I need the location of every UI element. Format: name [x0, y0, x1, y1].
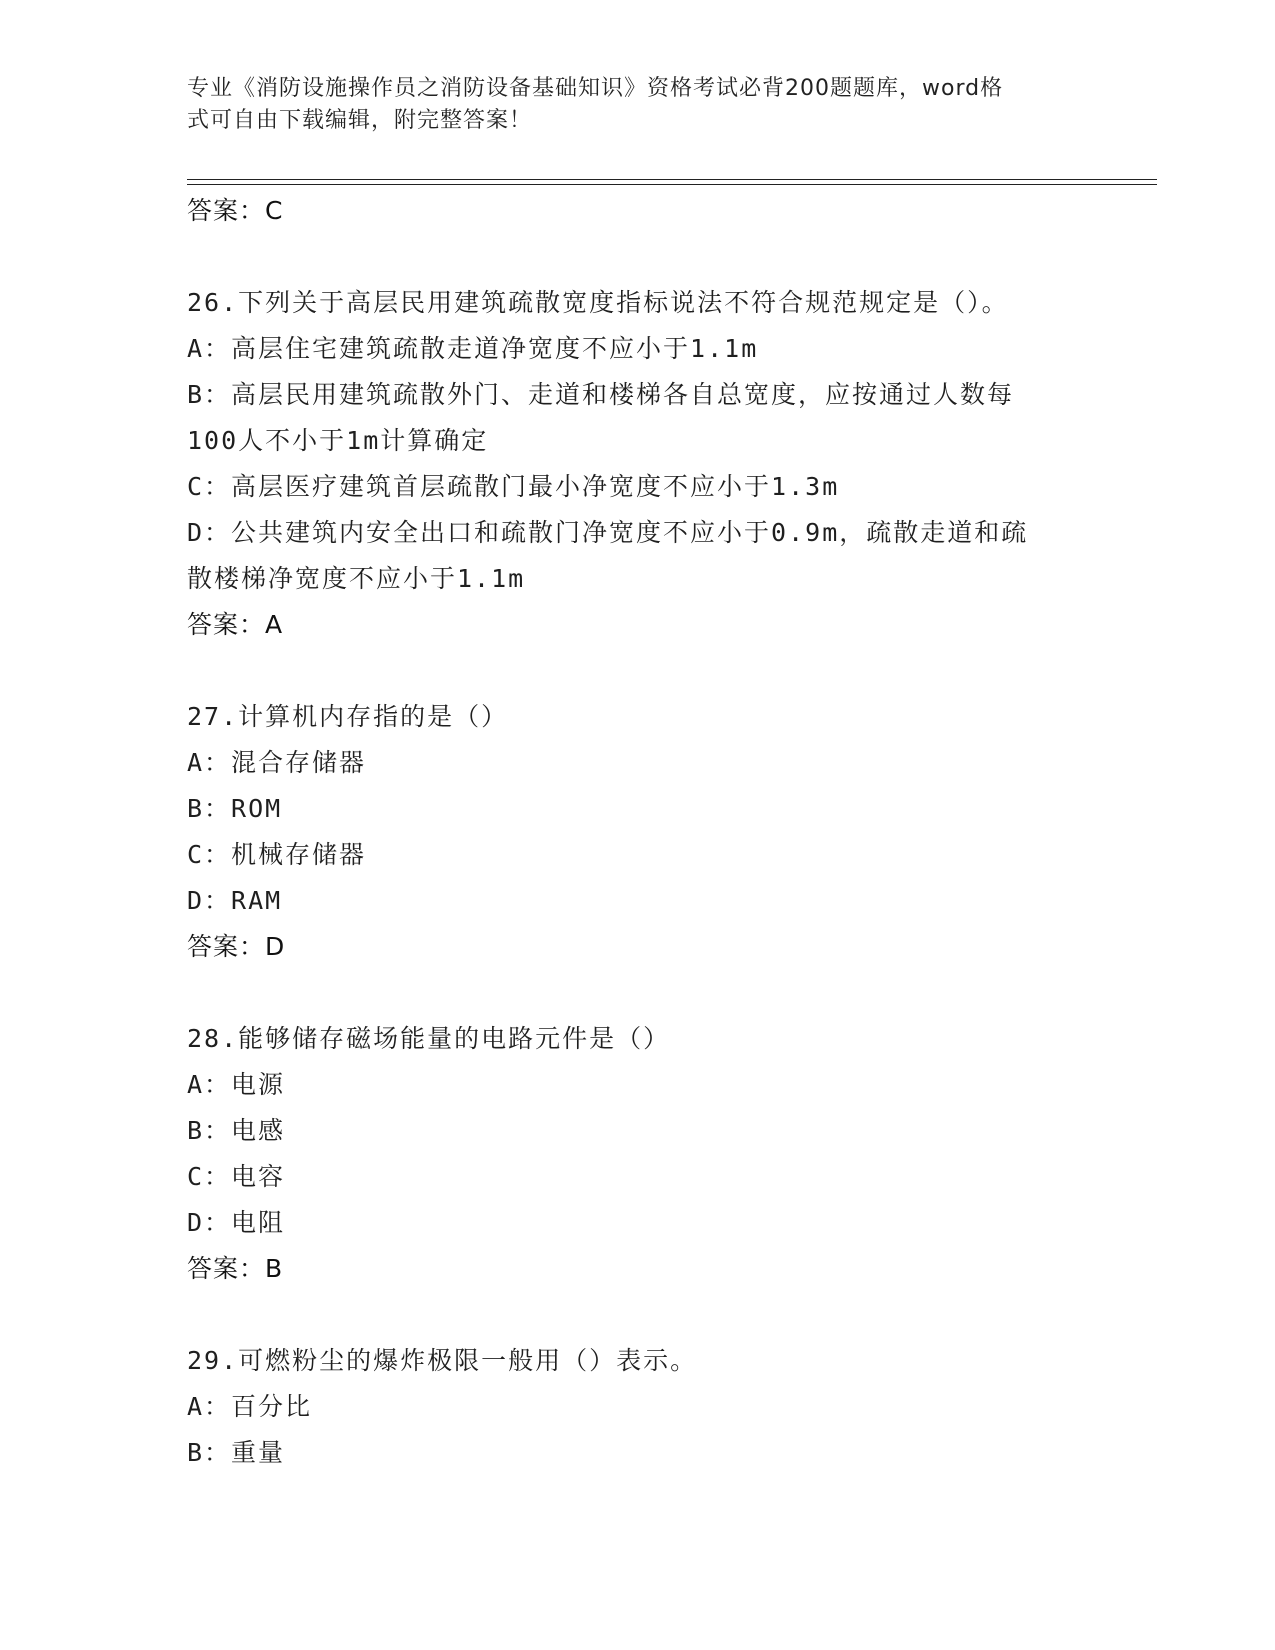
option-a: A：混合存储器 — [187, 748, 367, 777]
spacer — [187, 234, 1087, 280]
option-c: C：机械存储器 — [187, 840, 367, 869]
spacer — [187, 1292, 1087, 1338]
option-c: C：电容 — [187, 1162, 286, 1191]
option-b: B：重量 — [187, 1438, 286, 1467]
question-answer: 答案：D — [187, 932, 286, 961]
question-stem: 29.可燃粉尘的爆炸极限一般用（）表示。 — [187, 1346, 698, 1375]
question-stem: 26.下列关于高层民用建筑疏散宽度指标说法不符合规范规定是（）。 — [187, 288, 1009, 317]
option-c: C：高层医疗建筑首层疏散门最小净宽度不应小于1.3m — [187, 472, 840, 501]
question-29 — [187, 1338, 1087, 1476]
option-d: D：电阻 — [187, 1208, 286, 1237]
option-a: A：高层住宅建筑疏散走道净宽度不应小于1.1m — [187, 334, 759, 363]
option-b: B：高层民用建筑疏散外门、走道和楼梯各自总宽度，应按通过人数每 — [187, 380, 1015, 409]
option-d: D：公共建筑内安全出口和疏散门净宽度不应小于0.9m，疏散走道和疏 — [187, 518, 1029, 547]
header-divider-top — [187, 179, 1157, 180]
question-stem: 28.能够储存磁场能量的电路元件是（） — [187, 1024, 671, 1053]
option-a: A：电源 — [187, 1070, 286, 1099]
option-d: D：RAM — [187, 886, 283, 915]
question-27 — [187, 694, 1087, 970]
option-a: A：百分比 — [187, 1392, 313, 1421]
question-stem: 27.计算机内存指的是（） — [187, 702, 509, 731]
document-header — [187, 73, 1087, 137]
question-28 — [187, 1016, 1087, 1292]
question-26 — [187, 280, 1087, 648]
option-b-continued: 100人不小于1m计算确定 — [187, 426, 489, 455]
option-b: B：电感 — [187, 1116, 286, 1145]
spacer — [187, 970, 1087, 1016]
option-d-continued: 散楼梯净宽度不应小于1.1m — [187, 564, 526, 593]
previous-answer: 答案：C — [187, 196, 284, 225]
spacer — [187, 648, 1087, 694]
option-b: B：ROM — [187, 794, 283, 823]
header-divider-bottom — [187, 184, 1157, 185]
question-list — [187, 188, 1087, 1476]
question-answer: 答案：A — [187, 610, 284, 639]
header-line-2: 式可自由下载编辑，附完整答案！ — [187, 108, 533, 133]
question-answer: 答案：B — [187, 1254, 284, 1283]
header-line-1: 专业《消防设施操作员之消防设备基础知识》资格考试必背200题题库，word格 — [187, 76, 1004, 101]
